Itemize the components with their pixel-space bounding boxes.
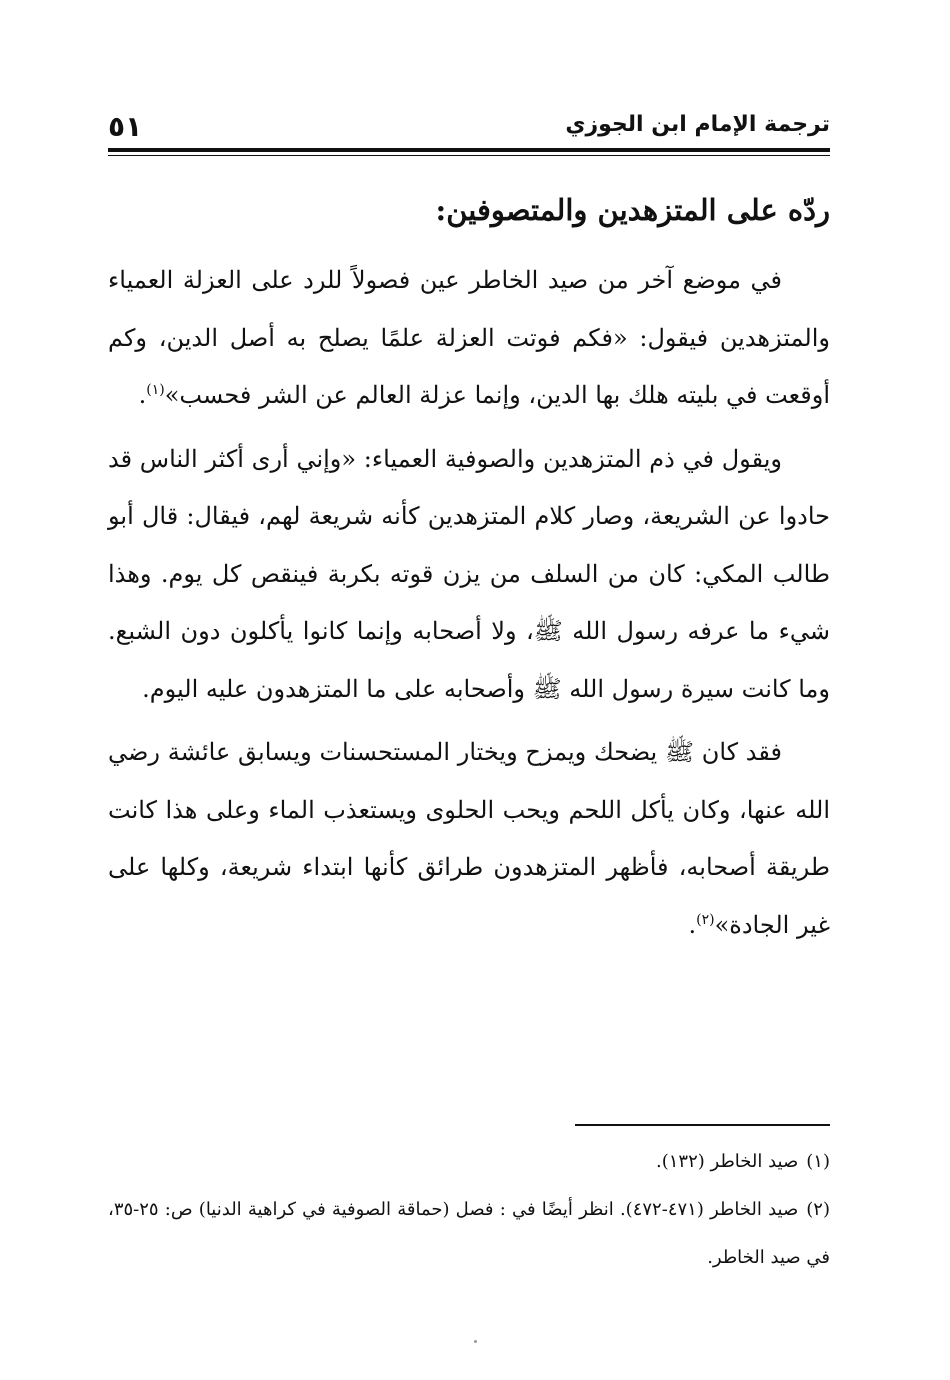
- body-text: [108, 252, 830, 960]
- paragraph-3-tail: .: [688, 910, 697, 939]
- footnote-1-text: صيد الخاطر (١٣٢).: [656, 1151, 799, 1172]
- scan-speck: [474, 1340, 477, 1343]
- header-rule-thin: [108, 155, 830, 156]
- paragraph-2-text: ويقول في ذم المتزهدين والصوفية العمياء: «وإني أرى أكثر الناس قد حادوا عن الشريعة، وصار كلام المتزهدين كأنه شريعة لهم، فيقال: قال أبو طالب المكي: كان من السلف من يزن قوته بكربة فينقص كل يوم. وهذا شيء ما عرفه رسول الله ﷺ، ولا أصحابه وإنما كانوا يأكلون دون الشبع. وما كانت سيرة رسول الله ﷺ وأصحابه على ما المتزهدون عليه اليوم.: [108, 444, 830, 703]
- footnote-1-number: (١): [806, 1151, 830, 1172]
- running-title: ترجمة الإمام ابن الجوزي: [565, 112, 830, 137]
- paragraph-2: [108, 431, 830, 719]
- paragraph-1-tail: .: [138, 381, 147, 409]
- footnote-1: [108, 1138, 830, 1186]
- paragraph-3-text: فقد كان ﷺ يضحك ويمزح ويختار المستحسنات ويسابق عائشة رضي الله عنها، وكان يأكل اللحم ويحب الحلوى ويستعذب الماء وعلى هذا كانت طريقة أصحابه، فأظهر المتزهدون طرائق كأنها ابتداء شريعة، وكلها على غير الجادة»: [108, 738, 830, 939]
- footnotes: [108, 1138, 830, 1282]
- page-number: ٥١: [108, 110, 143, 143]
- footnote-ref-1: (١): [146, 382, 165, 398]
- paragraph-3: [108, 724, 830, 954]
- header-rule-thick: [108, 148, 830, 152]
- paragraph-1: [108, 252, 830, 425]
- footnote-2: [108, 1186, 830, 1282]
- paragraph-1-text: في موضع آخر من صيد الخاطر عين فصولاً للرد على العزلة العمياء والمتزهدين فيقول: «فكم فوتت العزلة علمًا يصلح به أصل الدين، وكم أوقعت في بليته هلك بها الدين، وإنما عزلة العالم عن الشر فحسب»: [108, 266, 831, 409]
- section-heading: ردّه على المتزهدين والمتصوفين:: [435, 193, 830, 227]
- footnote-2-text: صيد الخاطر (٤٧١-٤٧٢). انظر أيضًا في : فصل (حماقة الصوفية في كراهية الدنيا) ص: ٢٥-٣٥، في صيد الخاطر.: [108, 1199, 830, 1268]
- footnote-separator: [575, 1124, 830, 1126]
- footnote-2-number: (٢): [806, 1199, 830, 1220]
- footnote-ref-2: (٢): [696, 911, 715, 928]
- running-header: [108, 110, 830, 144]
